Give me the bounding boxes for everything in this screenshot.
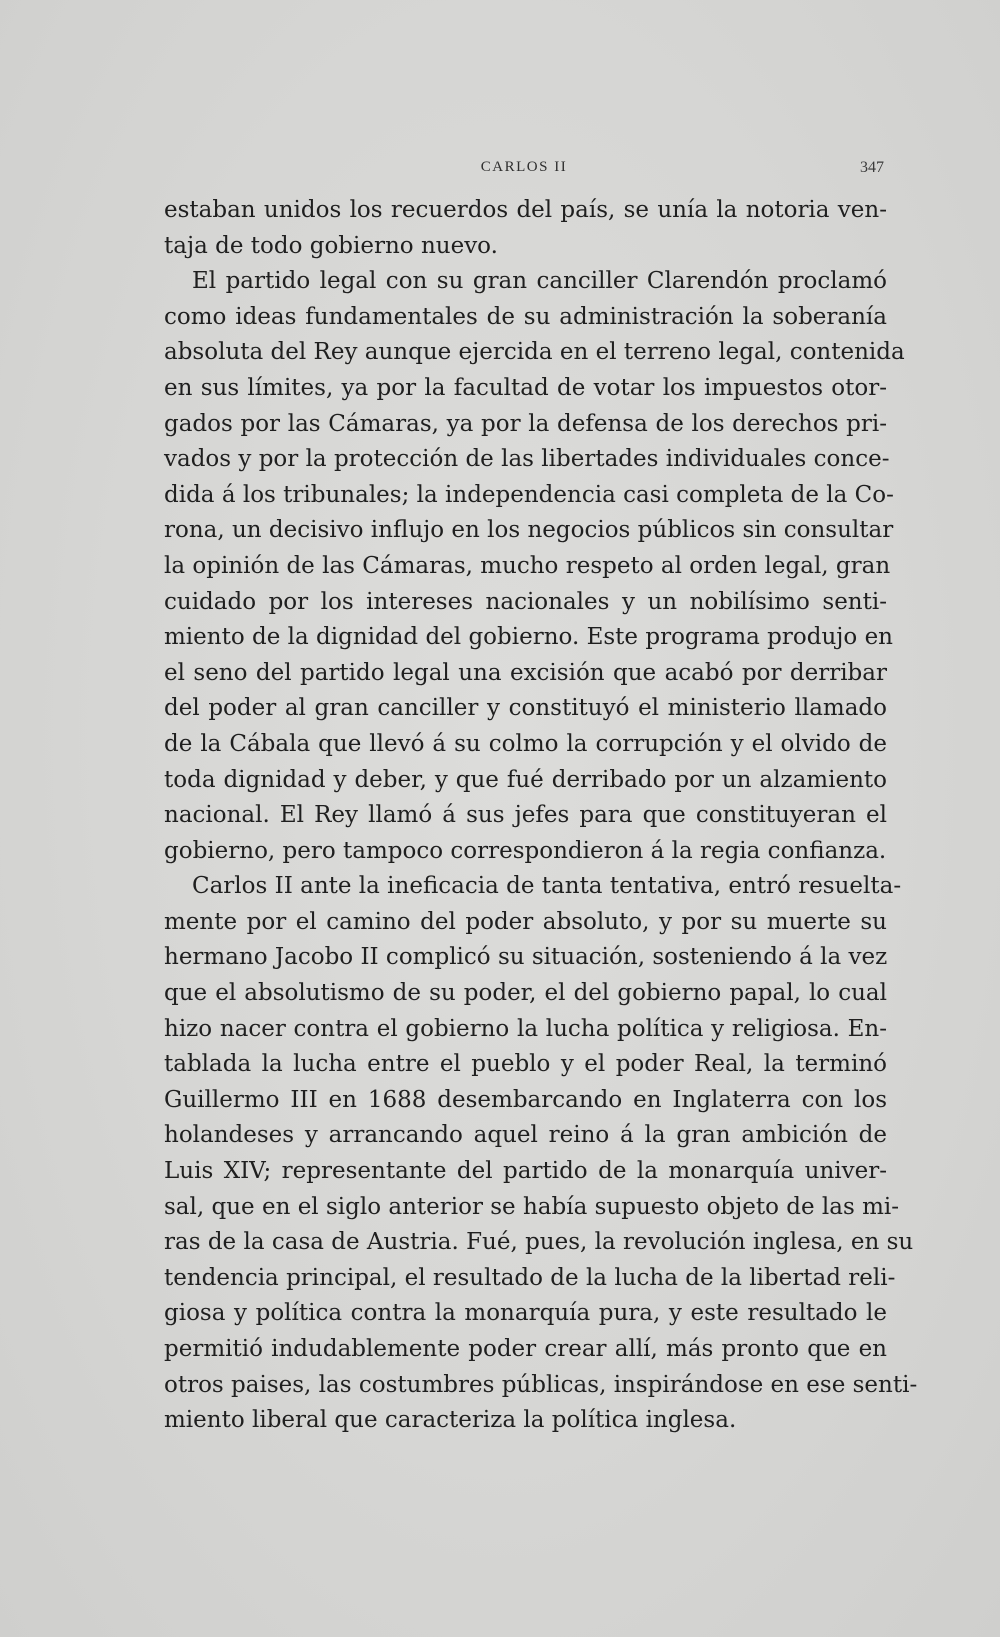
text-line: permitió indudablemente poder crear allí, más pronto que en bbox=[164, 1336, 887, 1362]
page-number: 347 bbox=[860, 159, 884, 176]
text-line: sal, que en el siglo anterior se había supuesto objeto de las mi- bbox=[164, 1193, 900, 1220]
text-line: del poder al gran canciller y constituyó el ministerio llamado bbox=[164, 695, 887, 722]
text-line: de la Cábala que llevó á su colmo la corrupción y el olvido de bbox=[164, 730, 887, 757]
text-line: nacional. El Rey llamó á sus jefes para que constituyeran el bbox=[164, 802, 887, 829]
text-line: como ideas fundamentales de su administración la soberanía bbox=[164, 303, 887, 330]
text-line: otros paises, las costumbres públicas, inspirándose en ese senti- bbox=[164, 1371, 918, 1398]
text-line: absoluta del Rey aunque ejercida en el terreno legal, contenida bbox=[164, 339, 905, 366]
text-line: ras de la casa de Austria. Fué, pues, la revolución inglesa, en su bbox=[164, 1229, 914, 1256]
body-text bbox=[164, 193, 918, 1439]
text-line: que el absolutismo de su poder, el del gobierno papal, lo cual bbox=[164, 980, 887, 1007]
text-line: hizo nacer contra el gobierno la lucha política y religiosa. En- bbox=[164, 1015, 887, 1042]
text-line: giosa y política contra la monarquía pura, y este resultado le bbox=[164, 1300, 887, 1327]
text-line: estaban unidos los recuerdos del país, se unía la notoria ven- bbox=[164, 197, 887, 223]
text-line: dida á los tribunales; la independencia casi completa de la Co- bbox=[164, 481, 894, 508]
text-line: rona, un decisivo influjo en los negocios públicos sin consultar bbox=[164, 517, 894, 544]
running-head bbox=[164, 159, 884, 183]
text-line: miento de la dignidad del gobierno. Este programa produjo en bbox=[164, 624, 893, 651]
text-line: gobierno, pero tampoco correspondieron á la regia confianza. bbox=[164, 837, 887, 864]
text-line: vados y por la protección de las libertades individuales conce- bbox=[164, 446, 890, 473]
text-line: tendencia principal, el resultado de la lucha de la libertad reli- bbox=[164, 1264, 896, 1291]
text-line: toda dignidad y deber, y que fué derribado por un alzamiento bbox=[164, 766, 887, 793]
text-line: Carlos II ante la ineficacia de tanta tentativa, entró resuelta- bbox=[192, 873, 902, 900]
text-line: gados por las Cámaras, ya por la defensa de los derechos pri- bbox=[164, 410, 887, 437]
running-title: CARLOS II bbox=[480, 159, 568, 175]
text-line: tablada la lucha entre el pueblo y el poder Real, la terminó bbox=[164, 1051, 887, 1078]
text-line: holandeses y arrancando aquel reino á la gran ambición de bbox=[164, 1122, 887, 1149]
text-line: en sus límites, ya por la facultad de votar los impuestos otor- bbox=[164, 374, 887, 401]
text-line: taja de todo gobierno nuevo. bbox=[164, 232, 498, 259]
text-line: Luis XIV; representante del partido de la monarquía univer- bbox=[164, 1158, 887, 1185]
text-line: miento liberal que caracteriza la política inglesa. bbox=[164, 1407, 737, 1434]
text-line: hermano Jacobo II complicó su situación, sosteniendo á la vez bbox=[164, 944, 888, 971]
text-line: la opinión de las Cámaras, mucho respeto al orden legal, gran bbox=[164, 552, 891, 579]
text-line: cuidado por los intereses nacionales y un nobilísimo senti- bbox=[164, 588, 887, 615]
text-line: El partido legal con su gran canciller Clarendón proclamó bbox=[192, 268, 887, 295]
text-line: el seno del partido legal una excisión que acabó por derribar bbox=[164, 659, 887, 686]
text-line: mente por el camino del poder absoluto, y por su muerte su bbox=[164, 908, 887, 935]
text-line: Guillermo III en 1688 desembarcando en Inglaterra con los bbox=[164, 1086, 887, 1113]
